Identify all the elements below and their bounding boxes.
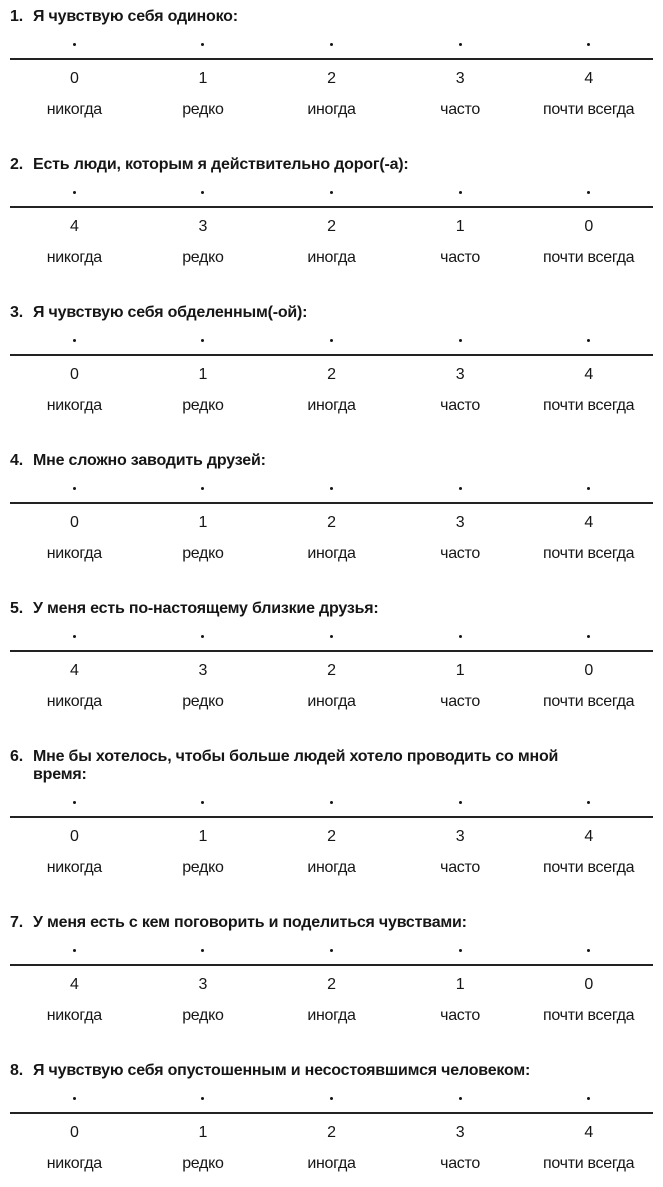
rating-label: редко bbox=[182, 101, 224, 118]
rating-label: почти всегда bbox=[543, 693, 635, 710]
rating-dot-option[interactable] bbox=[396, 801, 525, 804]
rating-value: 1 bbox=[455, 218, 465, 235]
rating-label: почти всегда bbox=[543, 249, 635, 266]
rating-dot-option[interactable] bbox=[10, 339, 139, 342]
rating-dot-option[interactable] bbox=[139, 339, 268, 342]
rating-dot-option[interactable] bbox=[10, 949, 139, 952]
rating-dot-option[interactable] bbox=[139, 635, 268, 638]
question-block bbox=[10, 156, 653, 266]
dot-icon bbox=[459, 949, 462, 952]
rating-labels-row bbox=[10, 1008, 653, 1024]
question-block bbox=[10, 1062, 653, 1172]
rating-label: иногда bbox=[307, 693, 356, 710]
question-text: У меня есть по-настоящему близкие друзья: bbox=[33, 600, 379, 617]
rating-dot-option[interactable] bbox=[139, 191, 268, 194]
dot-icon bbox=[73, 487, 76, 490]
question-block bbox=[10, 8, 653, 118]
rating-value: 1 bbox=[198, 828, 208, 845]
question-block bbox=[10, 304, 653, 414]
rating-dot-option[interactable] bbox=[10, 487, 139, 490]
rating-label: редко bbox=[182, 249, 224, 266]
rating-dot-option[interactable] bbox=[524, 339, 653, 342]
dot-icon bbox=[201, 949, 204, 952]
rating-value: 3 bbox=[455, 828, 465, 845]
question-title bbox=[10, 748, 653, 784]
scale-line bbox=[10, 964, 653, 966]
dot-icon bbox=[73, 1097, 76, 1100]
dot-icon bbox=[330, 43, 333, 46]
questionnaire bbox=[10, 8, 653, 1172]
rating-dots-row bbox=[10, 336, 653, 344]
rating-label: редко bbox=[182, 1155, 224, 1172]
rating-label: часто bbox=[440, 859, 480, 876]
rating-values-row bbox=[10, 829, 653, 845]
rating-dot-option[interactable] bbox=[396, 949, 525, 952]
rating-value: 3 bbox=[455, 1124, 465, 1141]
rating-dot-option[interactable] bbox=[267, 43, 396, 46]
dot-icon bbox=[587, 43, 590, 46]
rating-scale bbox=[10, 798, 653, 876]
rating-values-row bbox=[10, 71, 653, 87]
rating-label: никогда bbox=[46, 859, 102, 876]
scale-line bbox=[10, 502, 653, 504]
question-title bbox=[10, 8, 653, 26]
rating-value: 2 bbox=[327, 662, 336, 679]
question-title bbox=[10, 1062, 653, 1080]
rating-labels-row bbox=[10, 860, 653, 876]
dot-icon bbox=[73, 43, 76, 46]
rating-label: иногда bbox=[307, 249, 356, 266]
rating-dot-option[interactable] bbox=[139, 801, 268, 804]
rating-dot-option[interactable] bbox=[10, 43, 139, 46]
rating-label: редко bbox=[182, 859, 224, 876]
rating-value: 4 bbox=[584, 70, 594, 87]
question-number: 3. bbox=[10, 304, 23, 321]
dot-icon bbox=[201, 801, 204, 804]
rating-dots-row bbox=[10, 1094, 653, 1102]
rating-label: почти всегда bbox=[543, 1007, 635, 1024]
question-title bbox=[10, 156, 653, 174]
rating-label: почти всегда bbox=[543, 397, 635, 414]
scale-line bbox=[10, 206, 653, 208]
rating-dot-option[interactable] bbox=[10, 635, 139, 638]
rating-scale bbox=[10, 336, 653, 414]
rating-scale bbox=[10, 188, 653, 266]
rating-dots-row bbox=[10, 946, 653, 954]
rating-value: 2 bbox=[327, 828, 336, 845]
rating-label: почти всегда bbox=[543, 859, 635, 876]
question-text: У меня есть с кем поговорить и поделиться чувствами: bbox=[33, 914, 467, 931]
scale-line bbox=[10, 58, 653, 60]
rating-scale bbox=[10, 946, 653, 1024]
rating-dot-option[interactable] bbox=[524, 635, 653, 638]
question-text: Я чувствую себя обделенным(-ой): bbox=[33, 304, 308, 321]
rating-value: 2 bbox=[327, 70, 336, 87]
dot-icon bbox=[201, 635, 204, 638]
rating-labels-row bbox=[10, 1156, 653, 1172]
question-title bbox=[10, 304, 653, 322]
rating-dot-option[interactable] bbox=[267, 487, 396, 490]
rating-value: 3 bbox=[455, 70, 465, 87]
dot-icon bbox=[459, 1097, 462, 1100]
rating-value: 4 bbox=[584, 1124, 594, 1141]
dot-icon bbox=[201, 43, 204, 46]
rating-dot-option[interactable] bbox=[10, 191, 139, 194]
rating-label: часто bbox=[440, 101, 480, 118]
question-number: 1. bbox=[10, 8, 23, 25]
rating-values-row bbox=[10, 515, 653, 531]
rating-dot-option[interactable] bbox=[139, 43, 268, 46]
rating-label: никогда bbox=[46, 545, 102, 562]
rating-scale bbox=[10, 1094, 653, 1172]
rating-dot-option[interactable] bbox=[396, 1097, 525, 1100]
rating-label: никогда bbox=[46, 1155, 102, 1172]
rating-labels-row bbox=[10, 250, 653, 266]
rating-label: никогда bbox=[46, 101, 102, 118]
question-text: Мне бы хотелось, чтобы больше людей хотело проводить со мной время: bbox=[33, 748, 559, 783]
rating-label: редко bbox=[182, 1007, 224, 1024]
rating-dot-option[interactable] bbox=[267, 949, 396, 952]
rating-dot-option[interactable] bbox=[10, 1097, 139, 1100]
dot-icon bbox=[459, 339, 462, 342]
dot-icon bbox=[330, 191, 333, 194]
dot-icon bbox=[587, 1097, 590, 1100]
dot-icon bbox=[330, 339, 333, 342]
question-block bbox=[10, 600, 653, 710]
rating-label: иногда bbox=[307, 545, 356, 562]
rating-label: почти всегда bbox=[543, 1155, 635, 1172]
rating-value: 0 bbox=[69, 514, 79, 531]
dot-icon bbox=[459, 43, 462, 46]
question-block bbox=[10, 452, 653, 562]
rating-dot-option[interactable] bbox=[524, 43, 653, 46]
rating-labels-row bbox=[10, 546, 653, 562]
dot-icon bbox=[73, 949, 76, 952]
rating-dots-row bbox=[10, 632, 653, 640]
rating-value: 3 bbox=[198, 218, 208, 235]
rating-dot-option[interactable] bbox=[139, 487, 268, 490]
rating-value: 2 bbox=[327, 366, 336, 383]
rating-labels-row bbox=[10, 102, 653, 118]
rating-dot-option[interactable] bbox=[139, 949, 268, 952]
question-title bbox=[10, 600, 653, 618]
question-block bbox=[10, 748, 653, 876]
rating-value: 2 bbox=[327, 514, 336, 531]
rating-value: 2 bbox=[327, 976, 336, 993]
rating-values-row bbox=[10, 1125, 653, 1141]
question-number: 7. bbox=[10, 914, 23, 931]
rating-scale bbox=[10, 632, 653, 710]
rating-values-row bbox=[10, 367, 653, 383]
rating-value: 0 bbox=[69, 366, 79, 383]
rating-label: почти всегда bbox=[543, 101, 635, 118]
rating-dot-option[interactable] bbox=[524, 191, 653, 194]
dot-icon bbox=[201, 1097, 204, 1100]
rating-label: часто bbox=[440, 693, 480, 710]
rating-label: редко bbox=[182, 397, 224, 414]
rating-value: 1 bbox=[198, 366, 208, 383]
question-block bbox=[10, 914, 653, 1024]
rating-dot-option[interactable] bbox=[524, 487, 653, 490]
dot-icon bbox=[330, 635, 333, 638]
rating-values-row bbox=[10, 219, 653, 235]
rating-value: 0 bbox=[69, 828, 79, 845]
rating-value: 1 bbox=[455, 976, 465, 993]
rating-label: почти всегда bbox=[543, 545, 635, 562]
rating-label: иногда bbox=[307, 101, 356, 118]
rating-label: иногда bbox=[307, 859, 356, 876]
rating-value: 1 bbox=[198, 514, 208, 531]
question-title bbox=[10, 452, 653, 470]
question-text: Я чувствую себя одиноко: bbox=[33, 8, 238, 25]
rating-dot-option[interactable] bbox=[396, 339, 525, 342]
rating-dots-row bbox=[10, 484, 653, 492]
rating-label: иногда bbox=[307, 1007, 356, 1024]
rating-value: 0 bbox=[584, 976, 594, 993]
rating-label: часто bbox=[440, 545, 480, 562]
rating-value: 3 bbox=[198, 976, 208, 993]
dot-icon bbox=[587, 339, 590, 342]
question-text: Мне сложно заводить друзей: bbox=[33, 452, 266, 469]
rating-value: 4 bbox=[69, 662, 79, 679]
rating-value: 4 bbox=[584, 366, 594, 383]
rating-dot-option[interactable] bbox=[396, 43, 525, 46]
rating-value: 2 bbox=[327, 218, 336, 235]
question-number: 5. bbox=[10, 600, 23, 617]
dot-icon bbox=[73, 801, 76, 804]
rating-value: 4 bbox=[584, 514, 594, 531]
rating-scale bbox=[10, 484, 653, 562]
question-number: 6. bbox=[10, 748, 23, 765]
dot-icon bbox=[587, 801, 590, 804]
rating-dots-row bbox=[10, 40, 653, 48]
rating-value: 0 bbox=[584, 218, 594, 235]
rating-dot-option[interactable] bbox=[267, 191, 396, 194]
scale-line bbox=[10, 816, 653, 818]
rating-value: 1 bbox=[455, 662, 465, 679]
rating-label: никогда bbox=[46, 249, 102, 266]
dot-icon bbox=[459, 487, 462, 490]
rating-value: 4 bbox=[69, 976, 79, 993]
rating-label: часто bbox=[440, 1007, 480, 1024]
rating-labels-row bbox=[10, 694, 653, 710]
rating-value: 0 bbox=[69, 70, 79, 87]
dot-icon bbox=[587, 635, 590, 638]
dot-icon bbox=[587, 191, 590, 194]
rating-value: 3 bbox=[198, 662, 208, 679]
rating-dot-option[interactable] bbox=[524, 949, 653, 952]
rating-values-row bbox=[10, 977, 653, 993]
rating-label: никогда bbox=[46, 1007, 102, 1024]
question-text: Есть люди, которым я действительно дорог(-а): bbox=[33, 156, 409, 173]
dot-icon bbox=[73, 339, 76, 342]
rating-dot-option[interactable] bbox=[10, 801, 139, 804]
rating-dot-option[interactable] bbox=[267, 635, 396, 638]
question-number: 8. bbox=[10, 1062, 23, 1079]
rating-label: никогда bbox=[46, 693, 102, 710]
rating-value: 0 bbox=[69, 1124, 79, 1141]
rating-dots-row bbox=[10, 188, 653, 196]
rating-value: 3 bbox=[455, 366, 465, 383]
dot-icon bbox=[201, 487, 204, 490]
scale-line bbox=[10, 354, 653, 356]
rating-labels-row bbox=[10, 398, 653, 414]
rating-dot-option[interactable] bbox=[267, 801, 396, 804]
rating-label: редко bbox=[182, 545, 224, 562]
rating-value: 4 bbox=[584, 828, 594, 845]
rating-dot-option[interactable] bbox=[396, 191, 525, 194]
dot-icon bbox=[459, 635, 462, 638]
dot-icon bbox=[73, 635, 76, 638]
rating-dot-option[interactable] bbox=[396, 635, 525, 638]
rating-scale bbox=[10, 40, 653, 118]
question-number: 2. bbox=[10, 156, 23, 173]
rating-value: 1 bbox=[198, 1124, 208, 1141]
question-text: Я чувствую себя опустошенным и несостоявшимся человеком: bbox=[33, 1062, 531, 1079]
dot-icon bbox=[330, 801, 333, 804]
rating-dot-option[interactable] bbox=[396, 487, 525, 490]
rating-dot-option[interactable] bbox=[524, 801, 653, 804]
rating-value: 3 bbox=[455, 514, 465, 531]
rating-value: 4 bbox=[69, 218, 79, 235]
rating-label: иногда bbox=[307, 397, 356, 414]
question-number: 4. bbox=[10, 452, 23, 469]
scale-line bbox=[10, 650, 653, 652]
dot-icon bbox=[459, 801, 462, 804]
dot-icon bbox=[201, 191, 204, 194]
rating-dot-option[interactable] bbox=[267, 339, 396, 342]
rating-dot-option[interactable] bbox=[139, 1097, 268, 1100]
rating-dot-option[interactable] bbox=[524, 1097, 653, 1100]
dot-icon bbox=[587, 949, 590, 952]
dot-icon bbox=[330, 1097, 333, 1100]
scale-line bbox=[10, 1112, 653, 1114]
dot-icon bbox=[201, 339, 204, 342]
rating-label: редко bbox=[182, 693, 224, 710]
rating-value: 0 bbox=[584, 662, 594, 679]
rating-label: часто bbox=[440, 1155, 480, 1172]
dot-icon bbox=[73, 191, 76, 194]
rating-value: 2 bbox=[327, 1124, 336, 1141]
rating-values-row bbox=[10, 663, 653, 679]
question-title bbox=[10, 914, 653, 932]
dot-icon bbox=[330, 487, 333, 490]
rating-label: часто bbox=[440, 397, 480, 414]
rating-dots-row bbox=[10, 798, 653, 806]
rating-label: иногда bbox=[307, 1155, 356, 1172]
rating-value: 1 bbox=[198, 70, 208, 87]
dot-icon bbox=[587, 487, 590, 490]
rating-label: часто bbox=[440, 249, 480, 266]
dot-icon bbox=[330, 949, 333, 952]
dot-icon bbox=[459, 191, 462, 194]
rating-label: никогда bbox=[46, 397, 102, 414]
rating-dot-option[interactable] bbox=[267, 1097, 396, 1100]
